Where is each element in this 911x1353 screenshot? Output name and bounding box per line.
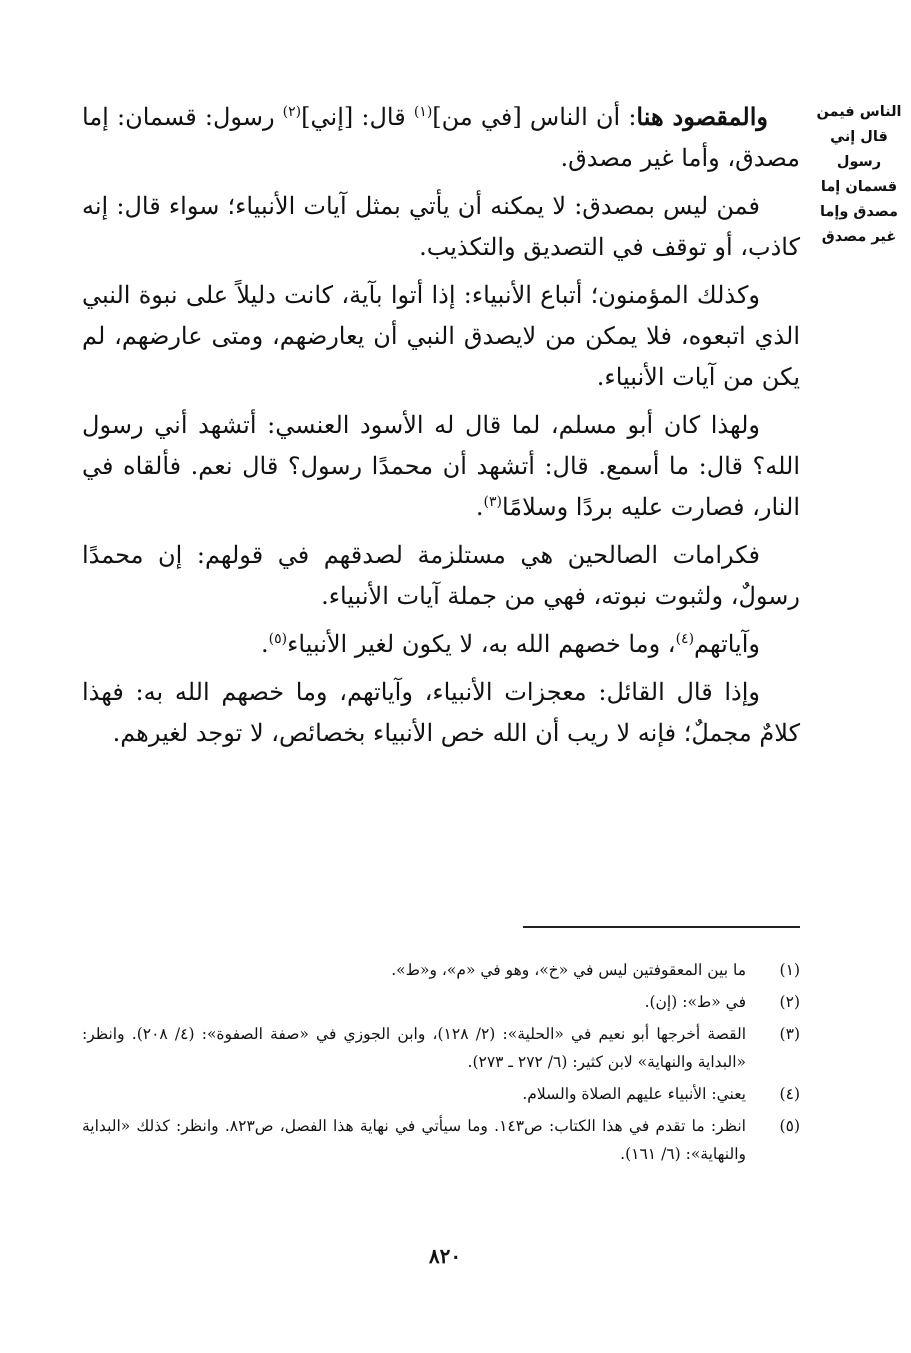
paragraph-end: . bbox=[261, 630, 269, 658]
footnote-text: يعني: الأنبياء عليهم الصلاة والسلام. bbox=[522, 1085, 746, 1103]
paragraph-text: ، وما خصهم الله به، لا يكون لغير الأنبياء bbox=[287, 630, 676, 658]
paragraph-7: وإذا قال القائل: معجزات الأنبياء، وآياتهم، وما خصهم الله به: فهذا كلامٌ مجملٌ؛ فإنه لا ريب أن الله خص الأنبياء بخصائص، لا توجد لغيرهم. bbox=[82, 678, 800, 747]
footnote-number: (٤) bbox=[779, 1085, 800, 1103]
paragraph-text: رسول: قسمان: إما مصدق، وأما غير مصدق. bbox=[82, 103, 800, 172]
paragraph-1 bbox=[82, 96, 800, 179]
paragraph-text: وآياتهم bbox=[694, 630, 760, 658]
paragraph-4 bbox=[82, 405, 800, 528]
footnote-number: (١) bbox=[779, 961, 800, 979]
footnote-item bbox=[82, 1020, 800, 1076]
paragraph-5: فكرامات الصالحين هي مستلزمة لصدقهم في قولهم: إن محمدًا رسولٌ، ولثبوت نبوته، فهي من جملة آيات الأنبياء. bbox=[82, 541, 800, 610]
footnotes bbox=[82, 956, 800, 1172]
footnote-divider bbox=[523, 926, 800, 928]
footnote-ref[interactable]: (١) bbox=[413, 104, 433, 120]
page-number: ٨٢٠ bbox=[428, 1244, 462, 1268]
footnote-item bbox=[82, 956, 800, 984]
footnote-number: (٥) bbox=[779, 1117, 800, 1135]
main-text bbox=[82, 96, 800, 761]
paragraph-text: : أن الناس [في من] bbox=[432, 103, 637, 131]
footnote-text: القصة أخرجها أبو نعيم في «الحلية»: (٢/ ١٢٨)، وابن الجوزي في «صفة الصفوة»: (٤/ ٢٠٨). وانظر: «البداية والنهاية» لابن كثير: (٦/ ٢٧٢ ـ ٢٧٣). bbox=[82, 1025, 747, 1071]
footnote-item bbox=[82, 988, 800, 1016]
footnote-ref[interactable]: (٥) bbox=[268, 631, 288, 647]
footnote-number: (٢) bbox=[779, 993, 800, 1011]
paragraph-2: فمن ليس بمصدق: لا يمكنه أن يأتي بمثل آيات الأنبياء؛ سواء قال: إنه كاذب، أو توقف في التصديق والتكذيب. bbox=[82, 192, 800, 261]
footnote-item bbox=[82, 1112, 800, 1168]
footnote-ref[interactable]: (٤) bbox=[675, 631, 695, 647]
footnote-item bbox=[82, 1080, 800, 1108]
footnote-ref[interactable]: (٣) bbox=[483, 494, 502, 510]
paragraph-end: . bbox=[475, 493, 484, 521]
paragraph-text: قال: [إني] bbox=[301, 103, 414, 131]
footnote-number: (٣) bbox=[779, 1025, 800, 1043]
footnote-text: انظر: ما تقدم في هذا الكتاب: ص١٤٣. وما سيأتي في نهاية هذا الفصل، ص٨٢٣. وانظر: كذلك «البداية والنهاية»: (٦/ ١٦١). bbox=[82, 1117, 746, 1163]
footnote-text: ما بين المعقوفتين ليس في «خ»، وهو في «م»، و«ط». bbox=[391, 961, 746, 979]
paragraph-6 bbox=[82, 624, 800, 665]
footnote-text: في «ط»: (إن). bbox=[644, 993, 746, 1011]
paragraph-text: ولهذا كان أبو مسلم، لما قال له الأسود العنسي: أتشهد أني رسول الله؟ قال: ما أسمع. قال: أتشهد أن محمدًا رسول؟ قال نعم. فألقاه في النار، فصارت عليه بردًا وسلامًا bbox=[82, 411, 800, 521]
footnote-ref[interactable]: (٢) bbox=[282, 104, 302, 120]
paragraph-3: وكذلك المؤمنون؛ أتباع الأنبياء: إذا أتوا بآية، كانت دليلاً على نبوة النبي الذي اتبعوه، فلا يمكن من لايصدق النبي أن يعارضهم، ومتى عارضهم، لم يكن من آيات الأنبياء. bbox=[82, 281, 800, 391]
margin-heading: الناس فيمن قال إني رسول قسمان إما مصدق وإما غير مصدق bbox=[816, 104, 902, 245]
paragraph-lead: والمقصود هنا bbox=[636, 102, 768, 131]
